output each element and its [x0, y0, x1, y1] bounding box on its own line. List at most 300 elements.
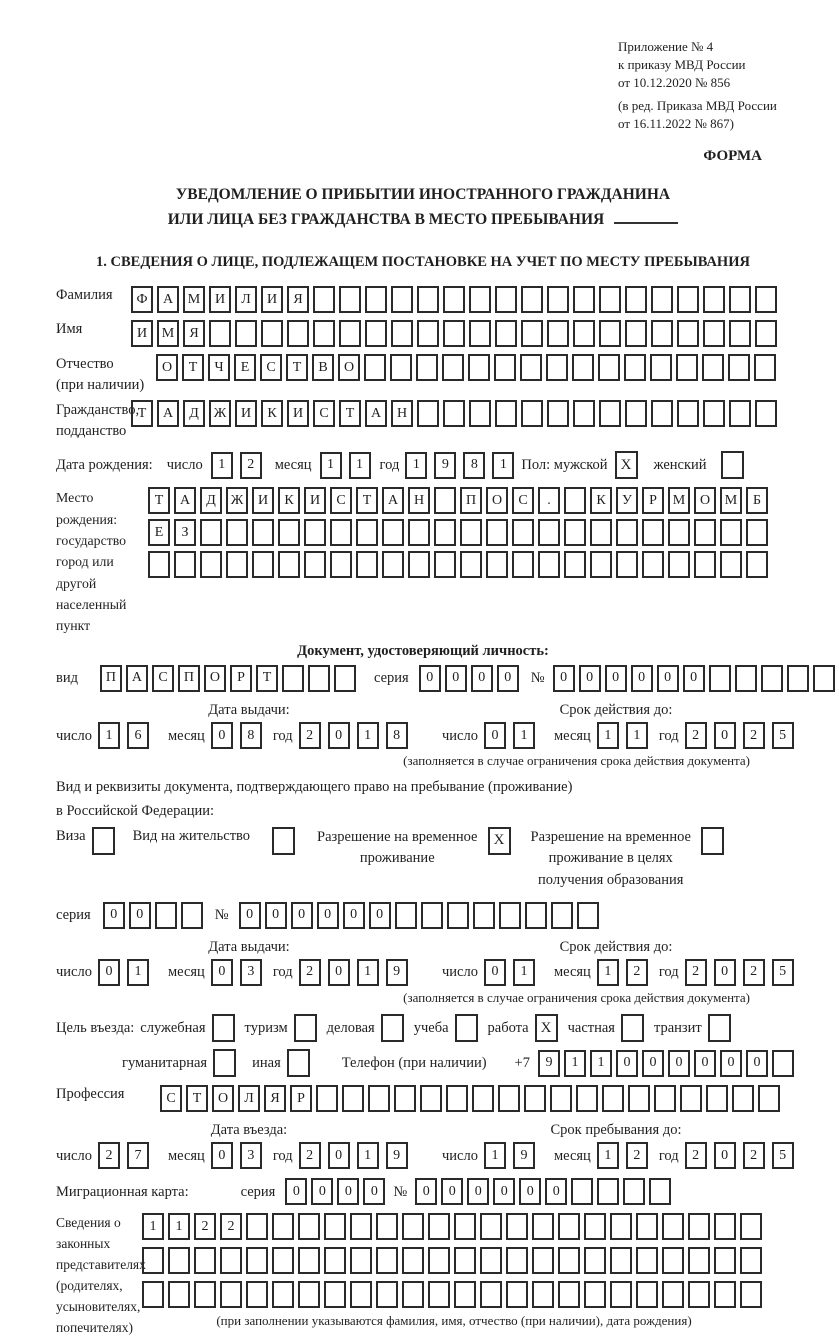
char-box[interactable] [235, 320, 257, 347]
char-box[interactable]: Р [230, 665, 252, 692]
char-box[interactable]: 0 [616, 1050, 638, 1077]
char-box[interactable]: 0 [746, 1050, 768, 1077]
char-box[interactable] [584, 1213, 606, 1240]
char-box[interactable] [443, 400, 465, 427]
char-box[interactable] [391, 320, 413, 347]
char-box[interactable]: И [131, 320, 153, 347]
char-box[interactable] [651, 400, 673, 427]
char-box[interactable] [584, 1281, 606, 1308]
char-box[interactable]: А [157, 400, 179, 427]
char-box[interactable] [395, 902, 417, 929]
char-box[interactable]: А [382, 487, 404, 514]
char-box[interactable] [390, 354, 412, 381]
char-box[interactable] [454, 1281, 476, 1308]
char-box[interactable]: 0 [683, 665, 705, 692]
char-box[interactable]: С [160, 1085, 182, 1112]
char-box[interactable]: С [330, 487, 352, 514]
char-box[interactable]: 0 [363, 1178, 385, 1205]
char-box[interactable] [676, 354, 698, 381]
char-box[interactable]: 1 [405, 452, 427, 479]
char-box[interactable] [599, 320, 621, 347]
char-box[interactable] [447, 902, 469, 929]
char-box[interactable]: Д [200, 487, 222, 514]
char-box[interactable]: И [252, 487, 274, 514]
char-box[interactable] [573, 320, 595, 347]
char-box[interactable] [654, 1085, 676, 1112]
char-box[interactable] [442, 354, 464, 381]
char-box[interactable] [688, 1281, 710, 1308]
char-box[interactable]: 1 [127, 959, 149, 986]
char-box[interactable] [703, 320, 725, 347]
char-box[interactable]: 0 [493, 1178, 515, 1205]
char-box[interactable]: Ж [226, 487, 248, 514]
char-box[interactable]: М [720, 487, 742, 514]
char-box[interactable]: Л [235, 286, 257, 313]
char-box[interactable] [443, 320, 465, 347]
char-box[interactable] [650, 354, 672, 381]
char-box[interactable]: А [174, 487, 196, 514]
char-box[interactable]: Р [642, 487, 664, 514]
char-box[interactable]: Ч [208, 354, 230, 381]
char-box[interactable]: М [183, 286, 205, 313]
char-box[interactable]: 1 [357, 722, 379, 749]
char-box[interactable]: 2 [743, 959, 765, 986]
char-box[interactable] [520, 354, 542, 381]
char-box[interactable] [298, 1213, 320, 1240]
char-box[interactable]: 9 [513, 1142, 535, 1169]
char-box[interactable]: О [694, 487, 716, 514]
char-box[interactable]: Д [183, 400, 205, 427]
char-box[interactable]: М [668, 487, 690, 514]
char-box[interactable]: 0 [484, 722, 506, 749]
char-box[interactable]: 9 [386, 1142, 408, 1169]
char-box[interactable] [155, 902, 177, 929]
char-box[interactable]: 1 [357, 959, 379, 986]
char-box[interactable] [761, 665, 783, 692]
char-box[interactable] [368, 1085, 390, 1112]
char-box[interactable] [729, 286, 751, 313]
char-box[interactable]: И [261, 286, 283, 313]
char-box[interactable] [454, 1213, 476, 1240]
char-box[interactable] [628, 1085, 650, 1112]
char-box[interactable] [714, 1281, 736, 1308]
char-box[interactable]: 6 [127, 722, 149, 749]
char-box[interactable]: 0 [445, 665, 467, 692]
char-box[interactable] [495, 400, 517, 427]
char-box[interactable] [364, 354, 386, 381]
char-box[interactable] [391, 286, 413, 313]
char-box[interactable] [576, 1085, 598, 1112]
char-box[interactable]: 3 [240, 1142, 262, 1169]
char-box[interactable] [616, 519, 638, 546]
char-box[interactable] [506, 1247, 528, 1274]
char-box[interactable]: 0 [211, 959, 233, 986]
char-box[interactable] [148, 551, 170, 578]
char-box[interactable] [521, 286, 543, 313]
char-box[interactable] [572, 354, 594, 381]
char-box[interactable]: 0 [471, 665, 493, 692]
char-box[interactable] [694, 519, 716, 546]
char-box[interactable]: О [212, 1085, 234, 1112]
purpose-ucheba-checkbox[interactable] [455, 1014, 478, 1042]
char-box[interactable] [668, 551, 690, 578]
char-box[interactable] [402, 1213, 424, 1240]
char-box[interactable]: О [156, 354, 178, 381]
char-box[interactable] [550, 1085, 572, 1112]
char-box[interactable] [486, 551, 508, 578]
char-box[interactable] [755, 286, 777, 313]
char-box[interactable]: З [174, 519, 196, 546]
char-box[interactable] [417, 400, 439, 427]
char-box[interactable] [746, 519, 768, 546]
char-box[interactable] [758, 1085, 780, 1112]
char-box[interactable] [428, 1247, 450, 1274]
char-box[interactable] [616, 551, 638, 578]
char-box[interactable] [168, 1281, 190, 1308]
char-box[interactable] [261, 320, 283, 347]
char-box[interactable]: 9 [434, 452, 456, 479]
char-box[interactable] [194, 1247, 216, 1274]
char-box[interactable]: 2 [299, 959, 321, 986]
char-box[interactable] [651, 286, 673, 313]
char-box[interactable]: 0 [553, 665, 575, 692]
char-box[interactable] [376, 1281, 398, 1308]
char-box[interactable] [677, 286, 699, 313]
char-box[interactable]: 3 [240, 959, 262, 986]
visa-checkbox[interactable] [92, 827, 115, 855]
purpose-gumanitarnaya-checkbox[interactable] [213, 1049, 236, 1077]
char-box[interactable]: 5 [772, 959, 794, 986]
char-box[interactable] [688, 1213, 710, 1240]
char-box[interactable] [499, 902, 521, 929]
char-box[interactable]: Я [183, 320, 205, 347]
char-box[interactable] [402, 1281, 424, 1308]
char-box[interactable] [709, 665, 731, 692]
char-box[interactable] [677, 400, 699, 427]
char-box[interactable]: Т [286, 354, 308, 381]
char-box[interactable] [278, 519, 300, 546]
char-box[interactable] [446, 1085, 468, 1112]
char-box[interactable]: 2 [685, 722, 707, 749]
char-box[interactable]: 1 [626, 722, 648, 749]
char-box[interactable] [417, 320, 439, 347]
char-box[interactable] [573, 286, 595, 313]
char-box[interactable] [551, 902, 573, 929]
char-box[interactable]: 2 [685, 959, 707, 986]
char-box[interactable]: 0 [441, 1178, 463, 1205]
char-box[interactable]: Б [746, 487, 768, 514]
char-box[interactable]: Т [148, 487, 170, 514]
char-box[interactable]: С [313, 400, 335, 427]
char-box[interactable] [787, 665, 809, 692]
char-box[interactable] [365, 320, 387, 347]
char-box[interactable]: 0 [328, 1142, 350, 1169]
char-box[interactable] [642, 519, 664, 546]
char-box[interactable] [356, 551, 378, 578]
char-box[interactable] [421, 902, 443, 929]
char-box[interactable]: 1 [513, 722, 535, 749]
char-box[interactable]: 1 [513, 959, 535, 986]
char-box[interactable] [755, 320, 777, 347]
char-box[interactable]: 1 [564, 1050, 586, 1077]
char-box[interactable] [382, 551, 404, 578]
char-box[interactable]: И [304, 487, 326, 514]
char-box[interactable] [350, 1281, 372, 1308]
char-box[interactable] [498, 1085, 520, 1112]
char-box[interactable] [220, 1281, 242, 1308]
char-box[interactable] [532, 1213, 554, 1240]
char-box[interactable]: Т [356, 487, 378, 514]
char-box[interactable] [324, 1213, 346, 1240]
char-box[interactable] [597, 1178, 619, 1205]
male-checkbox[interactable]: X [615, 451, 638, 479]
char-box[interactable] [599, 286, 621, 313]
char-box[interactable]: 0 [605, 665, 627, 692]
char-box[interactable] [735, 665, 757, 692]
char-box[interactable] [547, 400, 569, 427]
char-box[interactable]: Т [186, 1085, 208, 1112]
char-box[interactable]: 1 [142, 1213, 164, 1240]
char-box[interactable] [573, 400, 595, 427]
char-box[interactable] [313, 320, 335, 347]
char-box[interactable]: 2 [626, 959, 648, 986]
char-box[interactable] [668, 519, 690, 546]
char-box[interactable] [428, 1213, 450, 1240]
char-box[interactable]: 2 [240, 452, 262, 479]
char-box[interactable]: 2 [220, 1213, 242, 1240]
char-box[interactable]: Л [238, 1085, 260, 1112]
char-box[interactable]: 0 [369, 902, 391, 929]
char-box[interactable]: Т [131, 400, 153, 427]
char-box[interactable]: . [538, 487, 560, 514]
char-box[interactable]: 0 [328, 959, 350, 986]
char-box[interactable]: Я [287, 286, 309, 313]
char-box[interactable] [304, 519, 326, 546]
char-box[interactable] [272, 1281, 294, 1308]
char-box[interactable] [636, 1247, 658, 1274]
female-checkbox[interactable] [721, 451, 744, 479]
char-box[interactable] [538, 551, 560, 578]
char-box[interactable]: 2 [194, 1213, 216, 1240]
char-box[interactable]: Е [148, 519, 170, 546]
char-box[interactable]: О [338, 354, 360, 381]
char-box[interactable] [495, 320, 517, 347]
char-box[interactable] [728, 354, 750, 381]
char-box[interactable] [287, 320, 309, 347]
char-box[interactable] [729, 320, 751, 347]
char-box[interactable] [402, 1247, 424, 1274]
char-box[interactable]: И [235, 400, 257, 427]
char-box[interactable]: 0 [631, 665, 653, 692]
char-box[interactable] [512, 551, 534, 578]
char-box[interactable]: 0 [98, 959, 120, 986]
char-box[interactable]: Ж [209, 400, 231, 427]
char-box[interactable]: 2 [685, 1142, 707, 1169]
char-box[interactable] [339, 286, 361, 313]
char-box[interactable]: 0 [714, 959, 736, 986]
char-box[interactable]: 1 [492, 452, 514, 479]
char-box[interactable] [200, 551, 222, 578]
char-box[interactable] [142, 1247, 164, 1274]
char-box[interactable]: 0 [720, 1050, 742, 1077]
char-box[interactable] [480, 1281, 502, 1308]
char-box[interactable]: К [261, 400, 283, 427]
char-box[interactable] [746, 551, 768, 578]
char-box[interactable]: К [590, 487, 612, 514]
char-box[interactable] [416, 354, 438, 381]
char-box[interactable] [625, 320, 647, 347]
char-box[interactable]: 1 [597, 1142, 619, 1169]
char-box[interactable]: Ф [131, 286, 153, 313]
char-box[interactable] [174, 551, 196, 578]
char-box[interactable]: Т [339, 400, 361, 427]
char-box[interactable]: 1 [590, 1050, 612, 1077]
char-box[interactable]: А [157, 286, 179, 313]
char-box[interactable] [525, 902, 547, 929]
char-box[interactable] [469, 320, 491, 347]
char-box[interactable] [454, 1247, 476, 1274]
char-box[interactable] [703, 400, 725, 427]
char-box[interactable] [702, 354, 724, 381]
char-box[interactable] [298, 1247, 320, 1274]
char-box[interactable]: 9 [386, 959, 408, 986]
char-box[interactable] [720, 519, 742, 546]
char-box[interactable]: 0 [265, 902, 287, 929]
char-box[interactable] [512, 519, 534, 546]
char-box[interactable] [688, 1247, 710, 1274]
char-box[interactable] [521, 400, 543, 427]
char-box[interactable] [547, 320, 569, 347]
char-box[interactable]: 7 [127, 1142, 149, 1169]
char-box[interactable]: П [178, 665, 200, 692]
char-box[interactable] [480, 1247, 502, 1274]
char-box[interactable] [706, 1085, 728, 1112]
char-box[interactable] [720, 551, 742, 578]
char-box[interactable]: 0 [328, 722, 350, 749]
char-box[interactable] [694, 551, 716, 578]
char-box[interactable] [677, 320, 699, 347]
char-box[interactable] [417, 286, 439, 313]
char-box[interactable]: С [152, 665, 174, 692]
char-box[interactable] [220, 1247, 242, 1274]
char-box[interactable] [732, 1085, 754, 1112]
char-box[interactable]: П [100, 665, 122, 692]
char-box[interactable] [625, 400, 647, 427]
char-box[interactable]: О [486, 487, 508, 514]
char-box[interactable] [209, 320, 231, 347]
char-box[interactable] [226, 519, 248, 546]
char-box[interactable]: 1 [98, 722, 120, 749]
char-box[interactable] [623, 1178, 645, 1205]
char-box[interactable]: 0 [211, 1142, 233, 1169]
char-box[interactable] [703, 286, 725, 313]
char-box[interactable] [636, 1281, 658, 1308]
char-box[interactable]: 1 [597, 959, 619, 986]
char-box[interactable] [571, 1178, 593, 1205]
char-box[interactable] [382, 519, 404, 546]
char-box[interactable] [443, 286, 465, 313]
purpose-tranzit-checkbox[interactable] [708, 1014, 731, 1042]
char-box[interactable] [755, 400, 777, 427]
char-box[interactable] [521, 320, 543, 347]
char-box[interactable]: 1 [320, 452, 342, 479]
char-box[interactable]: С [260, 354, 282, 381]
char-box[interactable] [469, 400, 491, 427]
char-box[interactable] [428, 1281, 450, 1308]
char-box[interactable] [590, 551, 612, 578]
char-box[interactable] [376, 1213, 398, 1240]
char-box[interactable] [547, 286, 569, 313]
char-box[interactable]: У [616, 487, 638, 514]
char-box[interactable] [740, 1213, 762, 1240]
char-box[interactable]: 0 [714, 722, 736, 749]
char-box[interactable] [194, 1281, 216, 1308]
char-box[interactable] [460, 519, 482, 546]
char-box[interactable] [365, 286, 387, 313]
char-box[interactable]: 0 [415, 1178, 437, 1205]
char-box[interactable]: А [365, 400, 387, 427]
char-box[interactable] [506, 1281, 528, 1308]
char-box[interactable]: 1 [357, 1142, 379, 1169]
char-box[interactable] [546, 354, 568, 381]
char-box[interactable] [564, 519, 586, 546]
char-box[interactable] [532, 1247, 554, 1274]
char-box[interactable]: 0 [311, 1178, 333, 1205]
char-box[interactable]: Т [256, 665, 278, 692]
char-box[interactable] [577, 902, 599, 929]
char-box[interactable]: 0 [211, 722, 233, 749]
char-box[interactable] [356, 519, 378, 546]
char-box[interactable] [662, 1213, 684, 1240]
char-box[interactable] [252, 519, 274, 546]
char-box[interactable]: 5 [772, 722, 794, 749]
char-box[interactable]: Т [182, 354, 204, 381]
char-box[interactable]: С [512, 487, 534, 514]
char-box[interactable] [342, 1085, 364, 1112]
char-box[interactable]: 0 [467, 1178, 489, 1205]
char-box[interactable]: М [157, 320, 179, 347]
char-box[interactable]: 2 [299, 1142, 321, 1169]
char-box[interactable] [651, 320, 673, 347]
char-box[interactable] [282, 665, 304, 692]
char-box[interactable] [662, 1281, 684, 1308]
char-box[interactable] [339, 320, 361, 347]
purpose-inaya-checkbox[interactable] [287, 1049, 310, 1077]
char-box[interactable] [714, 1213, 736, 1240]
char-box[interactable]: 0 [714, 1142, 736, 1169]
char-box[interactable]: 0 [484, 959, 506, 986]
char-box[interactable] [740, 1281, 762, 1308]
char-box[interactable] [272, 1213, 294, 1240]
char-box[interactable] [662, 1247, 684, 1274]
char-box[interactable] [142, 1281, 164, 1308]
char-box[interactable] [408, 519, 430, 546]
char-box[interactable]: 2 [743, 1142, 765, 1169]
char-box[interactable]: 0 [579, 665, 601, 692]
char-box[interactable] [495, 286, 517, 313]
char-box[interactable] [313, 286, 335, 313]
char-box[interactable] [558, 1213, 580, 1240]
char-box[interactable]: 1 [349, 452, 371, 479]
char-box[interactable] [813, 665, 835, 692]
char-box[interactable] [494, 354, 516, 381]
char-box[interactable] [408, 551, 430, 578]
char-box[interactable]: 2 [626, 1142, 648, 1169]
char-box[interactable] [434, 487, 456, 514]
char-box[interactable] [524, 1085, 546, 1112]
char-box[interactable] [772, 1050, 794, 1077]
purpose-delovaya-checkbox[interactable] [381, 1014, 404, 1042]
